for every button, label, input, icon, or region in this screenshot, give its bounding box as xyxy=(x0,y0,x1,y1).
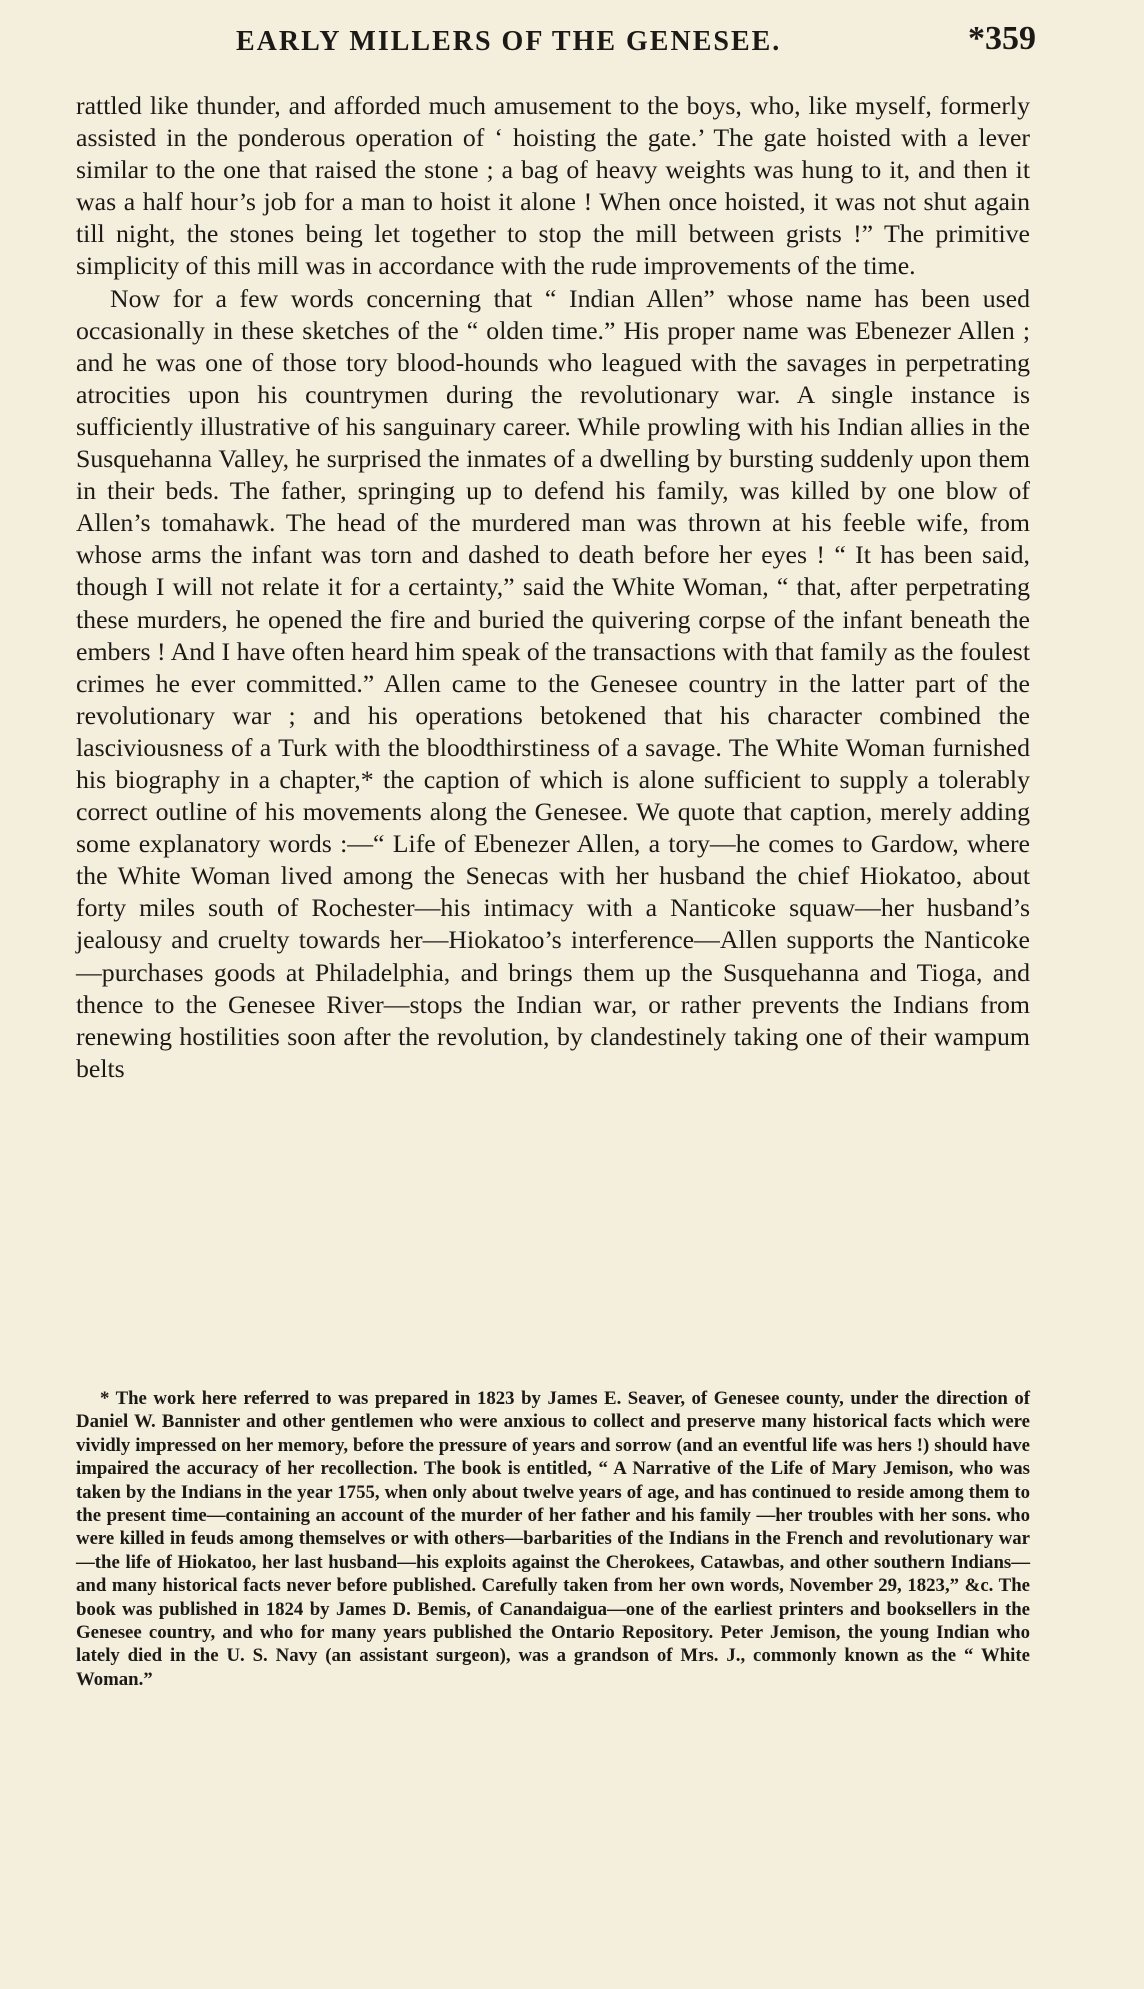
page-number: *359 xyxy=(968,20,1036,57)
main-text xyxy=(76,90,1030,1085)
paragraph-1: rattled like thunder, and afforded much amusement to the boys, who, like myself, formerly assisted in the ponderous operation of ‘ hoisting the gate.’ The gate hoisted with a lever similar to the one that raised the stone ; a bag of heavy weights was hung to it, and then it was a half hour’s job for a man to hoist it alone ! When once hoisted, it was not shut again till night, the stones being let together to stop the mill between grists !” The primitive simplicity of this mill was in accordance with the rude improvements of the time. xyxy=(76,91,1030,281)
page-header xyxy=(76,18,1036,68)
paragraph-2: Now for a few words concerning that “ Indian Allen” whose name has been used occasionally in these sketches of the “ olden time.” His proper name was Ebenezer Allen ; and he was one of those tory blood-hounds who leagued with the savages in perpetrating atrocities upon his countrymen during the revolutionary war. A single instance is sufficiently illustrative of his sanguinary career. While prowling with his Indian allies in the Susquehanna Valley, he surprised the inmates of a dwelling by bursting suddenly upon them in their beds. The father, springing up to defend his family, was killed by one blow of Allen’s tomahawk. The head of the murdered man was thrown at his feeble wife, from whose arms the infant was torn and dashed to death before her eyes ! “ It has been said, though I will not relate it for a certainty,” said the White Woman, “ that, after perpetrating these murders, he opened the fire and buried the quivering corpse of the infant beneath the embers ! And I have often heard him speak of the transactions with that family as the foulest crimes he ever committed.” Allen came to the Genesee country in the latter part of the revolutionary war ; and his operations betokened that his character combined the lasciviousness of a Turk with the bloodthirstiness of a savage. The White Woman furnished his biography in a chapter,* the caption of which is alone sufficient to supply a tolerably correct outline of his movements along the Genesee. We quote that caption, merely adding some explanatory words :—“ Life of Ebenezer Allen, a tory—he comes to Gardow, where the White Woman lived among the Senecas with her husband the chief Hiokatoo, about forty miles south of Rochester—his intimacy with a Nanticoke squaw—her husband’s jealousy and cruelty towards her—Hiokatoo’s interference—Allen supports the Nanticoke—purchases goods at Philadelphia, and brings them up the Susquehanna and Tioga, and thence to the Genesee River—stops the Indian war, or rather prevents the Indians from renewing hostilities soon after the revolution, by clandestinely taking one of their wampum belts xyxy=(76,283,1030,1083)
running-title: EARLY MILLERS OF THE GENESEE. xyxy=(236,26,782,57)
footnote: * The work here referred to was prepared in 1823 by James E. Seaver, of Genesee county, under the direction of Daniel W. Bannister and other gentlemen who were anxious to collect and preserve many historical facts which were vividly impressed on her memory, before the pressure of years and sorrow (and an eventful life was hers !) should have impaired the accuracy of her recollection. The book is entitled, “ A Narrative of the Life of Mary Jemison, who was taken by the Indians in the year 1755, when only about twelve years of age, and has continued to reside among them to the present time—containing an account of the murder of her father and his family —her troubles with her sons. who were killed in feuds among themselves or with others—barbarities of the Indians in the French and revolutionary war—the life of Hiokatoo, her last husband—his exploits against the Cherokees, Catawbas, and other southern Indians—and many historical facts never before published. Carefully taken from her own words, November 29, 1823,” &c. The book was published in 1824 by James D. Bemis, of Canandaigua—one of the earliest printers and booksellers in the Genesee country, and who for many years published the Ontario Repository. Peter Jemison, the young Indian who lately died in the U. S. Navy (an assistant surgeon), was a grandson of Mrs. J., commonly known as the “ White Woman.” xyxy=(76,1388,1030,1690)
